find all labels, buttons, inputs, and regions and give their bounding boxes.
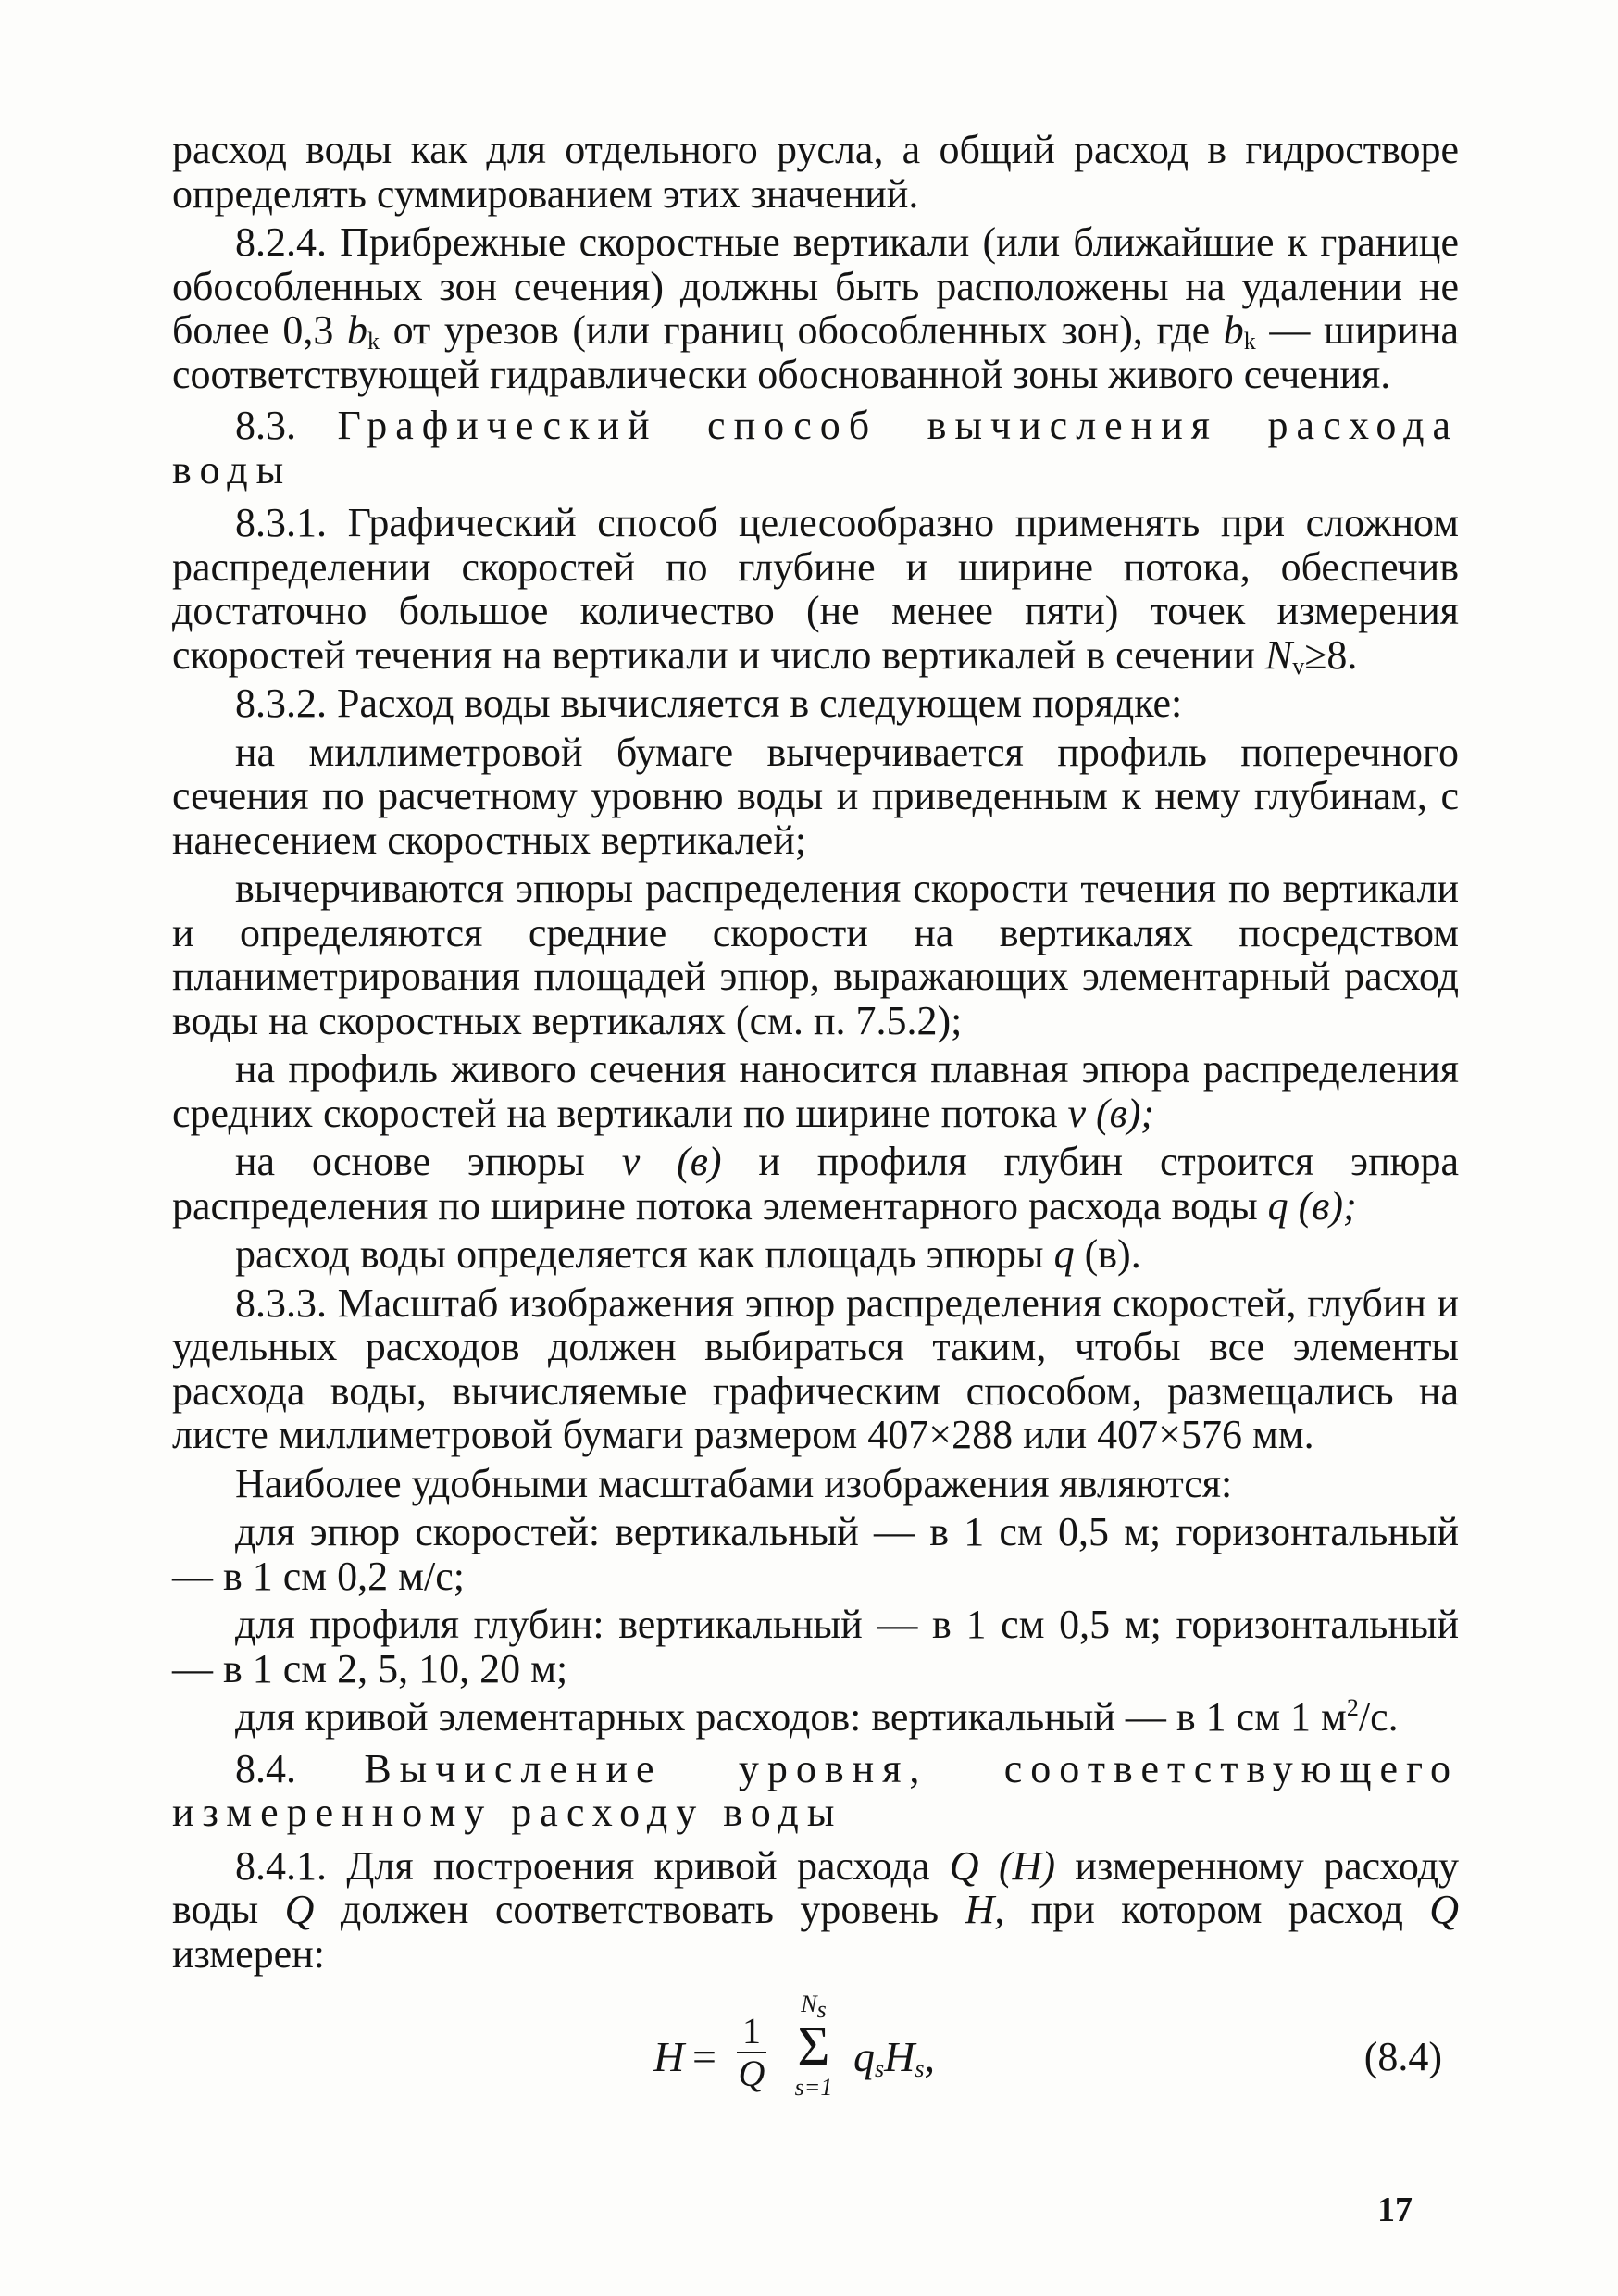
- section-heading-8-3: [172, 404, 1459, 492]
- paragraph-text: измеренному расходу воды: [172, 1842, 1460, 1932]
- paragraph-text: на основе эпюры: [235, 1139, 585, 1184]
- fraction: [733, 2011, 770, 2094]
- term-var: H: [884, 2033, 915, 2080]
- paragraph-8-3-3: [172, 1281, 1459, 1457]
- paragraph-8-4-1: [172, 1844, 1459, 1977]
- paragraph-text: 8.3.3. Масштаб изображения эпюр распределения скоростей, глубин и удельных расходов должен выбираться таким, чтобы все элементы расхода воды, вычисляемые графическим способом, размещались на листе миллиметровой бумаги размером 407×288 или 407×576 мм.: [172, 1279, 1459, 1457]
- term-var: q: [853, 2033, 875, 2080]
- term-sub: s: [875, 2055, 885, 2082]
- page-number: 17: [1377, 2190, 1413, 2229]
- math-var: N: [1264, 631, 1293, 678]
- paragraph-text: Наиболее удобными масштабами изображения являются:: [235, 1460, 1233, 1506]
- math-sub: v: [1292, 652, 1305, 680]
- paragraph-text: ≥8.: [1304, 631, 1358, 678]
- paragraph-text: на миллиметровой бумаге вычерчивается профиль поперечного сечения по расчетному уровню воды и приведенным к нему глубинам, с нанесением скоростных вертикалей;: [172, 729, 1459, 863]
- paragraph-text: — ширина соответствующей гидравлически обоснованной зоны живого сечения.: [172, 307, 1460, 397]
- body-text: [172, 128, 1459, 1980]
- equation-number: (8.4): [1363, 2034, 1442, 2079]
- paragraph-text: вычерчиваются эпюры распределения скорости течения по вертикали и определяются средние скорости на вертикалях посредством планиметрирования площадей эпюр, выражающих элементарный расход воды на скоростных вертикалях (см. п. 7.5.2);: [172, 866, 1459, 1043]
- list-item: [172, 1510, 1459, 1598]
- paragraph-text: для профиля глубин: вертикальный — в 1 см 0,5 м; горизонтальный — в 1 см 2, 5, 10, 20 м;: [172, 1602, 1459, 1691]
- fraction-denominator: Q: [738, 2053, 765, 2094]
- paragraph-text: для кривой элементарных расходов: вертикальный — в 1 см 1 м: [235, 1694, 1347, 1740]
- math-var: v (в): [621, 1139, 722, 1184]
- math-var: H,: [965, 1887, 1005, 1932]
- sum-upper-sub: s: [816, 1996, 827, 2023]
- math-var: Q: [1429, 1887, 1460, 1932]
- math-var: q: [1053, 1231, 1075, 1277]
- sum-term: [853, 2033, 935, 2082]
- math-var: Q: [284, 1887, 315, 1932]
- section-title: Графический способ вычисления расхода воды: [172, 403, 1460, 493]
- section-heading-8-4: [172, 1747, 1459, 1835]
- paragraph-8-3-2: [172, 681, 1459, 726]
- superscript: 2: [1346, 1694, 1359, 1721]
- sum-upper-var: N: [801, 1990, 817, 2017]
- paragraph-text: при котором расход: [1030, 1887, 1403, 1932]
- paragraph-8-3-1: [172, 500, 1459, 680]
- fraction-numerator: 1: [742, 2010, 761, 2052]
- section-number: 8.3.: [235, 403, 296, 448]
- list-item: [172, 1603, 1459, 1691]
- paragraph-text: должен соответствовать уровень: [340, 1887, 940, 1932]
- list-item: [172, 730, 1459, 863]
- list-item: [172, 1140, 1459, 1228]
- term-sub: s: [915, 2055, 925, 2082]
- math-var: b: [1223, 307, 1244, 353]
- math-sub: k: [1243, 328, 1256, 355]
- math-sub: k: [367, 328, 380, 355]
- section-number: 8.4.: [235, 1745, 296, 1791]
- paragraph-text: на профиль живого сечения наносится плавная эпюра распределения средних скоростей на вертикали по ширине потока: [172, 1046, 1459, 1136]
- math-var: q (в);: [1267, 1182, 1357, 1229]
- list-item: [172, 867, 1459, 1042]
- paragraph-text: 8.3.2. Расход воды вычисляется в следующем порядке:: [235, 680, 1183, 726]
- paragraph-text: расход воды определяется как площадь эпюры: [235, 1231, 1044, 1277]
- list-item: [172, 1695, 1459, 1740]
- sum-upper-limit: [781, 1990, 846, 2023]
- sigma-symbol: Σ: [797, 2015, 830, 2077]
- list-item: [172, 1232, 1459, 1277]
- math-var: b: [347, 307, 368, 353]
- formula-lhs: H: [653, 2033, 685, 2080]
- formula-equals: =: [692, 2033, 716, 2080]
- paragraph-text: и профиля глубин строится эпюра распределения по ширине потока элементарного расхода воды: [172, 1139, 1460, 1229]
- term-comma: ,: [924, 2033, 935, 2080]
- paragraph-text: 8.4.1. Для построения кривой расхода: [235, 1842, 930, 1889]
- paragraph-text: измерен:: [172, 1930, 325, 1977]
- paragraph-text: расход воды как для отдельного русла, а общий расход в гидроcтворе определять суммированием этих значений.: [172, 127, 1459, 217]
- list-item: [172, 1047, 1459, 1135]
- paragraph-8-2-4: [172, 220, 1459, 396]
- paragraph-text: 8.2.4. Прибрежные скоростные вертикали (или ближайшие к границе обособленных зон сечения) должны быть расположены на удалении не более 0,3: [172, 219, 1459, 353]
- paragraph-scales-intro: [172, 1462, 1459, 1506]
- paragraph-text: 8.3.1. Графический способ целесообразно применять при сложном распределении скоростей по глубине и ширине потока, обеспечив достаточно большое количество (не менее пяти) точек измерения скоростей течения на вертикали и число вертикалей в сечении: [172, 500, 1459, 678]
- paragraph-text: /с.: [1358, 1694, 1399, 1740]
- paragraph-continuation: [172, 128, 1459, 216]
- equation-8-4: [172, 1990, 1459, 2120]
- section-title: Вычисление уровня, соответствующего измеренному расходу воды: [172, 1745, 1460, 1835]
- math-var: Q (H): [949, 1842, 1056, 1889]
- math-var: v (в);: [1067, 1090, 1155, 1136]
- sum-lower-limit: s=1: [794, 2074, 833, 2101]
- paragraph-text: (в).: [1084, 1231, 1141, 1277]
- paragraph-text: от урезов (или границ обособленных зон), где: [392, 307, 1211, 353]
- paragraph-text: для эпюр скоростей: вертикальный — в 1 см 0,5 м; горизонтальный — в 1 см 0,2 м/с;: [172, 1509, 1459, 1599]
- summation: [781, 1990, 846, 2102]
